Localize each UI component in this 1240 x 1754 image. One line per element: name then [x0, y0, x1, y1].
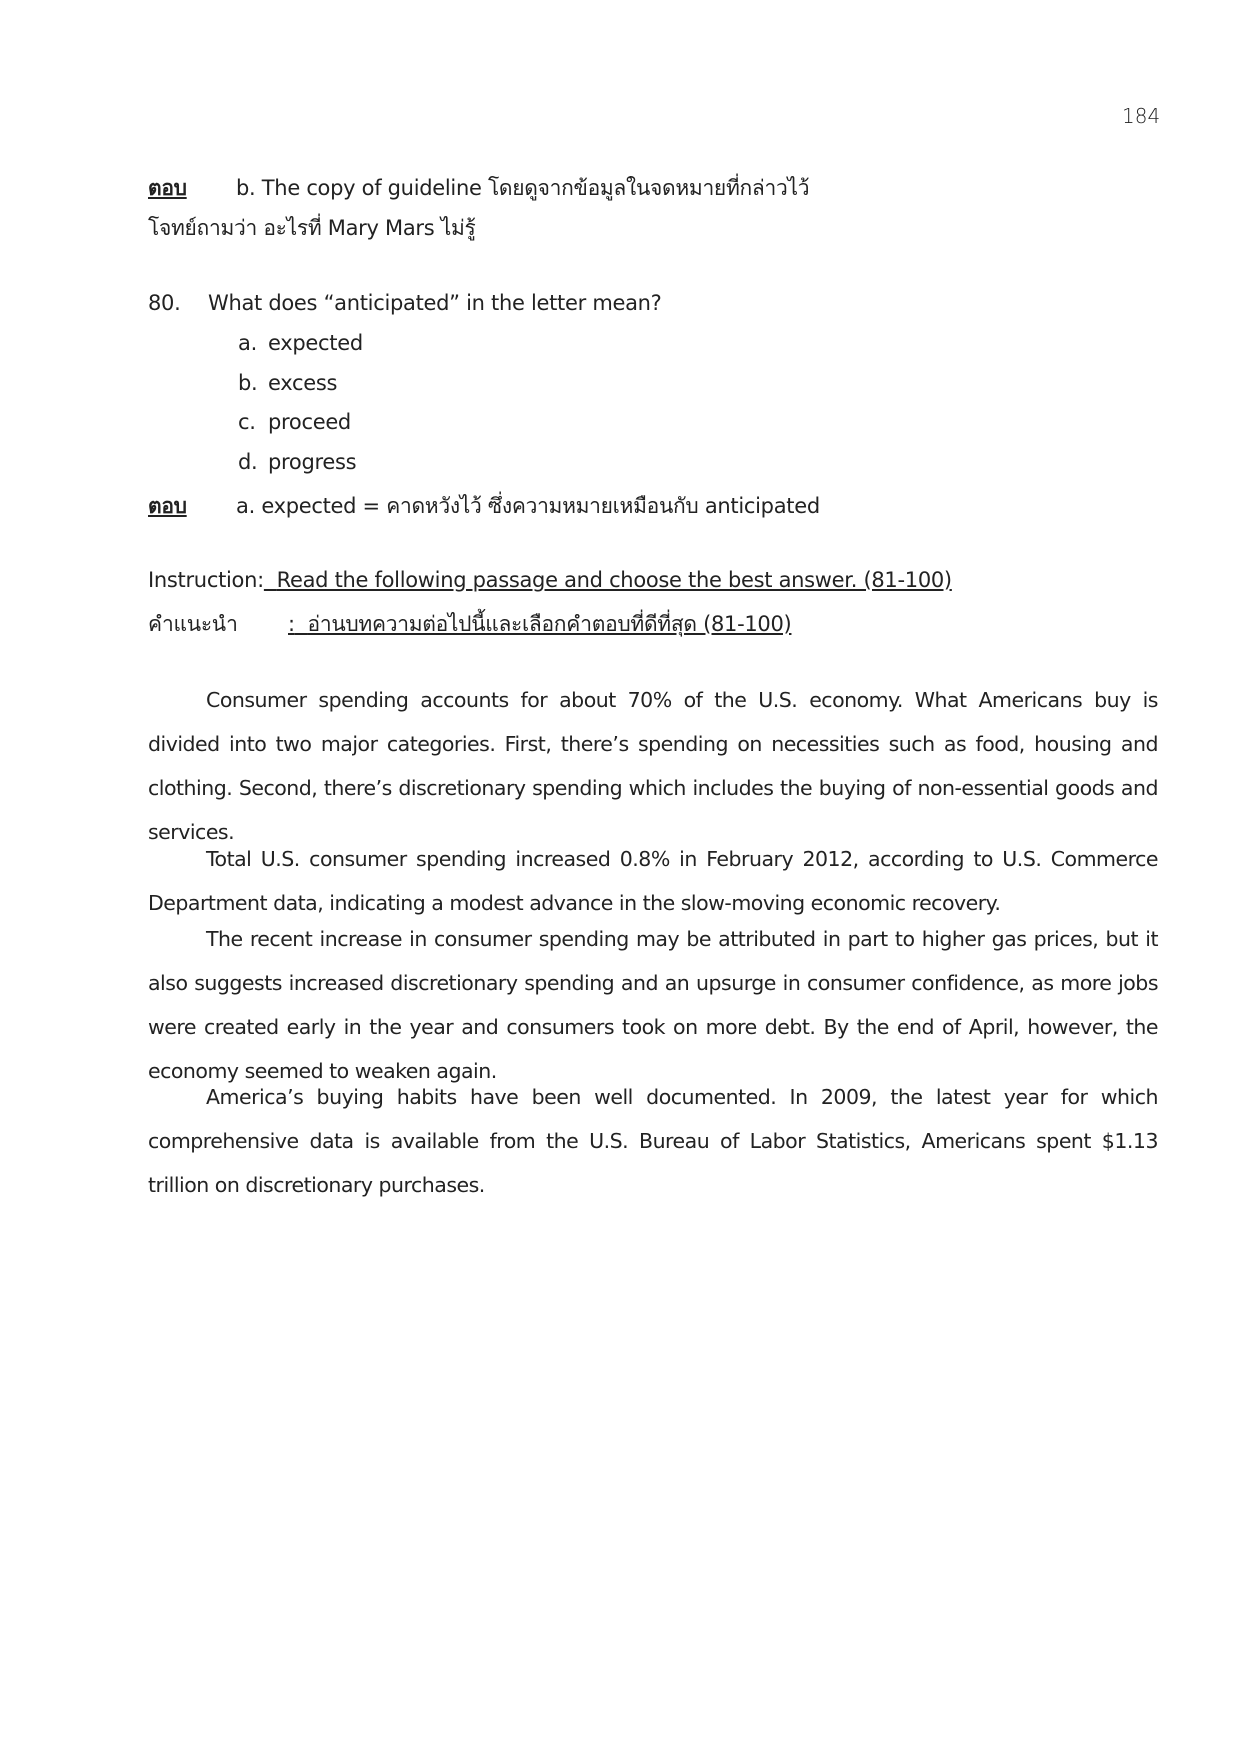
instruction-english	[148, 568, 952, 592]
option-letter: a.	[238, 331, 257, 355]
answer-label: ตอบ	[148, 494, 187, 518]
instruction-label: Instruction:	[148, 568, 264, 592]
answer-label: ตอบ	[148, 176, 187, 200]
instruction-text: Read the following passage and choose the best answer. (81-100)	[276, 568, 952, 592]
answer-note: โจทย์ถามว่า อะไรที่ Mary Mars ไม่รู้	[148, 216, 476, 240]
page-number: 184	[1122, 104, 1161, 128]
option-letter: d.	[238, 450, 258, 474]
option-c	[238, 410, 351, 434]
option-letter: b.	[238, 371, 258, 395]
question-80	[148, 291, 662, 315]
passage-paragraph-4: America’s buying habits have been well documented. In 2009, the latest year for which comprehensive data is available from the U.S. Bureau of Labor Statistics, Americans spent $1.13 trillion on discretionary purchases.	[148, 1085, 1158, 1197]
option-d	[238, 450, 356, 474]
question-number: 80.	[148, 291, 181, 315]
answer-text: b. The copy of guideline โดยดูจากข้อมูลในจดหมายที่กล่าวไว้	[236, 176, 810, 200]
answer-text: a. expected = คาดหวังไว้ ซึ่งความหมายเหมือนกับ anticipated	[236, 494, 820, 518]
question-answer	[148, 490, 820, 523]
previous-answer	[148, 172, 809, 205]
option-text: excess	[268, 371, 338, 395]
passage-paragraph-2: Total U.S. consumer spending increased 0.8% in February 2012, according to U.S. Commerce Department data, indicating a modest advance in the slow-moving economic recovery.	[148, 847, 1158, 915]
option-text: expected	[268, 331, 363, 355]
option-letter: c.	[238, 410, 256, 434]
instruction-text-thai: อ่านบทความต่อไปนี้และเลือกคำตอบที่ดีที่สุด (81-100)	[307, 612, 792, 636]
option-a	[238, 331, 363, 355]
instruction-label-thai: คำแนะนำ	[148, 612, 238, 636]
option-b	[238, 371, 337, 395]
option-text: progress	[268, 450, 357, 474]
question-text: What does “anticipated” in the letter mean?	[208, 291, 662, 315]
passage-paragraph-3: The recent increase in consumer spending may be attributed in part to higher gas prices, but it also suggests increased discretionary spending and an upsurge in consumer confidence, as more jobs were created early in the year and consumers took on more debt. By the end of April, however, the economy seemed to weaken again.	[148, 927, 1158, 1083]
instruction-colon: :	[288, 612, 295, 636]
passage-paragraph-1: Consumer spending accounts for about 70% of the U.S. economy. What Americans buy is divided into two major categories. First, there’s spending on necessities such as food, housing and clothing. Second, there’s discretionary spending which includes the buying of non-essential goods and services.	[148, 688, 1158, 844]
option-text: proceed	[268, 410, 351, 434]
instruction-thai	[148, 608, 791, 641]
